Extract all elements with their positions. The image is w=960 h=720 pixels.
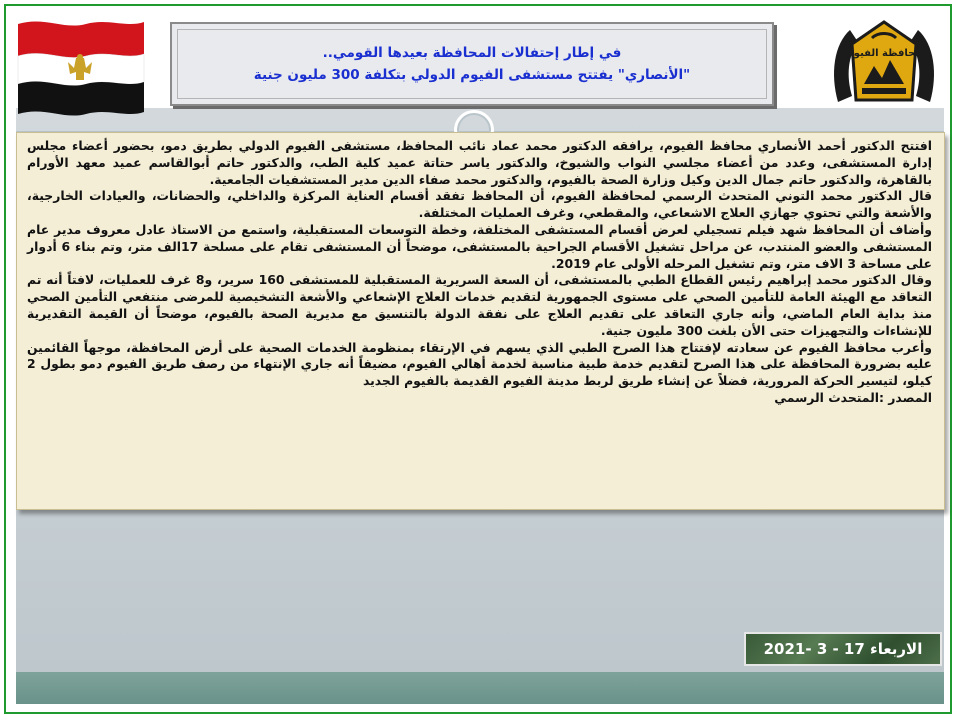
- title-line-2: "الأنصاري" يفتتح مستشفى الفيوم الدولي بتكلفة 300 مليون جنية: [253, 67, 691, 83]
- egypt-flag-icon: [14, 14, 148, 118]
- bottom-band: [16, 672, 944, 704]
- article-paragraph: وقال الدكتور محمد إبراهيم رئيس القطاع الطبي بالمستشفى، أن السعة السريرية المستقبلية للمستشفى 160 سرير، و8 غرف للعمليات، لافتاً أنه تم التعاقد مع الهيئة العامة للتأمين الصحي على مستوى الجمهورية لتقديم خدمات العلاج الإشعاعي والأشعة التشخيصية للمرضى منتفعي التأمين الصحي منذ بداية العام الماضي، وأنه جاري التعاقد على تقديم العلاج على نفقة الدولة بالتنسيق مع مديرية الصحة بالفيوم، موضحاً أن القيمة التقديرية للإنشاءات والتجهيزات حتى الأن بلغت 300 مليون جنية.: [27, 272, 932, 338]
- fayoum-governorate-logo: [828, 14, 940, 112]
- article-text: [27, 138, 932, 407]
- article-paragraph: وأضاف أن المحافظ شهد فيلم تسجيلي لعرض أقسام المستشفى المختلفة، وخطة التوسعات المستقبلية، واستمع من الاستاذ عادل معروف مدير عام المستشفى والعضو المنتدب، عن مراحل تشغيل الأقسام الجراحية بالمستشفى، موضحاً أن المستشفى تقام على مسلحة 17الف متر، وتم بناء 6 أدوار على مساحة 3 الاف متر، وتم تشغيل المرحله الأولى عام 2019.: [27, 221, 932, 271]
- date-badge: [744, 632, 942, 666]
- title-line-1: في إطار إحتفالات المحافظة بعيدها القومي..: [322, 45, 622, 61]
- logo-text: محافظة الفيوم: [846, 48, 922, 59]
- article-paragraph: قال الدكتور محمد التوني المتحدث الرسمي لمحافظة الفيوم، أن المحافظ تفقد أقسام العناية المركزة والداخلي، والحضانات، والعيادات الخارجية، والأشعة والتي تحتوي جهازي العلاج الاشعاعي، والمقطعي، وغرف العمليات المختلفة.: [27, 188, 932, 221]
- flag-red-stripe: [18, 21, 144, 57]
- article-box: [16, 132, 945, 510]
- article-paragraph: افتتح الدكتور أحمد الأنصاري محافظ الفيوم، يرافقه الدكتور محمد عماد نائب المحافظ، مستشفى الفيوم الدولي بطريق دمو، بحضور أعضاء مجلس إدارة المستشفى، وعدد من أعضاء مجلسي النواب والشيوخ، والدكتور ياسر حتاتة عميد كلية الطب، والدكتور حاتم أبوالقاسم عميد معهد الأورام بالقاهرة، والدكتور حاتم جمال الدين وكيل وزارة الصحة بالفيوم، والدكتور محمد صفاء الدين مدير المستشفيات الجامعية.: [27, 138, 932, 187]
- article-paragraph: وأعرب محافظ الفيوم عن سعادته لإفتتاح هذا الصرح الطبي الذي يسهم في الإرتقاء بمنظومة الخدمات الصحية على أرض المحافظة، موجهاً القائمين عليه بضرورة المحافظة على هذا الصرح لتقديم خدمة طبية مناسبة لخدمة أهالي الفيوم، مضيفاً أنه جاري الإنتهاء من رصف طريق الفيوم دمو بطول 2 كيلو، لتيسير الحركة المرورية، فضلاً عن إنشاء طريق لربط مدينة الفيوم القديمة بالفيوم الجديد: [27, 339, 932, 389]
- flag-black-stripe: [18, 81, 144, 115]
- date-text: الاربعاء 17 - 3 -2021: [763, 640, 923, 658]
- title-box: [170, 22, 774, 106]
- article-source: المصدر :المتحدث الرسمي: [774, 389, 932, 405]
- title-inner: [177, 29, 767, 99]
